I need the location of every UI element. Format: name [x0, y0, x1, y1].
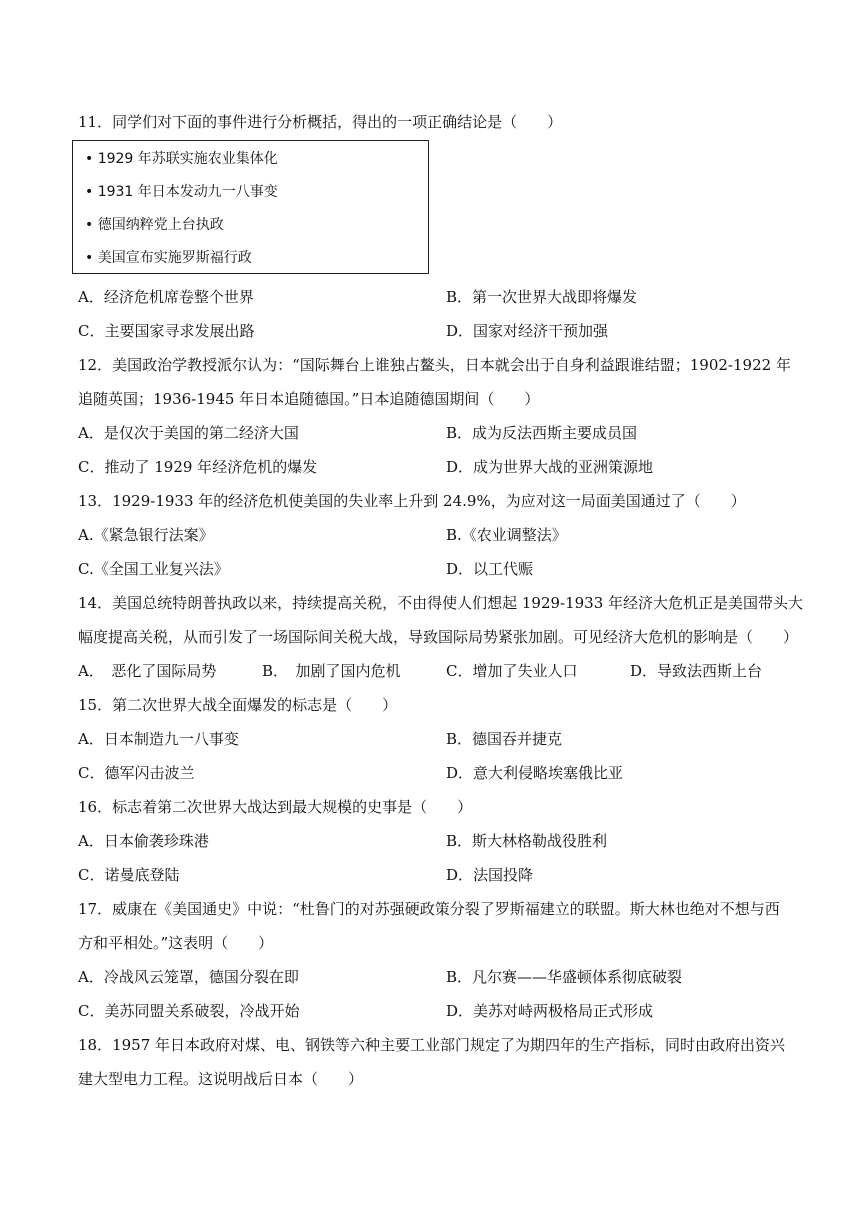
option-d: D．导致法西斯上台 — [630, 662, 763, 680]
option-b: B．成为反法西斯主要成员国 — [446, 424, 638, 442]
option-d: D．国家对经济干预加强 — [446, 322, 609, 340]
option-d: D．美苏对峙两极格局正式形成 — [446, 1002, 654, 1020]
option-a: A．是仅次于美国的第二经济大国 — [78, 424, 299, 442]
option-b: B．斯大林格勒战役胜利 — [446, 832, 608, 850]
question-15-stem: 15．第二次世界大战全面爆发的标志是（ ） — [78, 696, 398, 714]
question-14-stem-line-1: 14．美国总统特朗普执政以来，持续提高关税，不由得使人们想起 1929-1933 年经济大危机正是美国带头大 — [78, 594, 804, 612]
option-a: A．经济危机席卷整个世界 — [78, 288, 254, 306]
option-b: B．德国吞并捷克 — [446, 730, 563, 748]
question-11-stem: 11．同学们对下面的事件进行分析概括，得出的一项正确结论是（ ） — [78, 113, 563, 131]
option-b: B． 加剧了国内危机 — [262, 662, 401, 680]
question-18-stem-line-2: 建大型电力工程。这说明战后日本（ ） — [78, 1070, 364, 1088]
option-d: D．以工代赈 — [446, 560, 534, 578]
option-d: D．成为世界大战的亚洲策源地 — [446, 458, 654, 476]
option-c: C．增加了失业人口 — [446, 662, 578, 680]
option-b: B．第一次世界大战即将爆发 — [446, 288, 638, 306]
option-a: A． 恶化了国际局势 — [78, 662, 217, 680]
event-item: • 1931 年日本发动九一八事变 — [85, 184, 278, 200]
option-b: B.《农业调整法》 — [446, 526, 567, 544]
option-d: D．法国投降 — [446, 866, 534, 884]
option-c: C．推动了 1929 年经济危机的爆发 — [78, 458, 318, 476]
question-12-stem-line-1: 12．美国政治学教授派尔认为：“国际舞台上谁独占鳌头，日本就会出于自身利益跟谁结盟；1902-1922 年 — [78, 356, 791, 374]
event-item: • 1929 年苏联实施农业集体化 — [85, 151, 278, 167]
question-13-stem: 13．1929-1933 年的经济危机使美国的失业率上升到 24.9%，为应对这一局面美国通过了（ ） — [78, 492, 746, 510]
question-18-stem-line-1: 18．1957 年日本政府对煤、电、钢铁等六种主要工业部门规定了为期四年的生产指标，同时由政府出资兴 — [78, 1036, 786, 1054]
option-c: C．美苏同盟关系破裂，冷战开始 — [78, 1002, 300, 1020]
option-c: C．德军闪击波兰 — [78, 764, 195, 782]
question-17-stem-line-2: 方和平相处。”这表明（ ） — [78, 934, 274, 952]
question-16-stem: 16．标志着第二次世界大战达到最大规模的史事是（ ） — [78, 798, 473, 816]
option-c: C.《全国工业复兴法》 — [78, 560, 229, 578]
option-b: B．凡尔赛——华盛顿体系彻底破裂 — [446, 968, 683, 986]
option-a: A．日本制造九一八事变 — [78, 730, 239, 748]
question-17-stem-line-1: 17．威康在《美国通史》中说：“杜鲁门的对苏强硬政策分裂了罗斯福建立的联盟。斯大林也绝对不想与西 — [78, 900, 780, 918]
option-a: A.《紧急银行法案》 — [78, 526, 214, 544]
option-c: C．诺曼底登陆 — [78, 866, 180, 884]
question-14-stem-line-2: 幅度提高关税，从而引发了一场国际间关税大战，导致国际局势紧张加剧。可见经济大危机的影响是（ ） — [78, 628, 799, 646]
option-c: C．主要国家寻求发展出路 — [78, 322, 255, 340]
option-d: D．意大利侵略埃塞俄比亚 — [446, 764, 624, 782]
option-a: A．日本偷袭珍珠港 — [78, 832, 209, 850]
event-item: • 美国宣布实施罗斯福行政 — [85, 250, 252, 266]
question-12-stem-line-2: 追随英国；1936-1945 年日本追随德国。”日本追随德国期间（ ） — [78, 390, 540, 408]
event-list-box — [72, 140, 429, 274]
option-a: A．冷战风云笼罩，德国分裂在即 — [78, 968, 299, 986]
event-item: • 德国纳粹党上台执政 — [85, 217, 224, 233]
